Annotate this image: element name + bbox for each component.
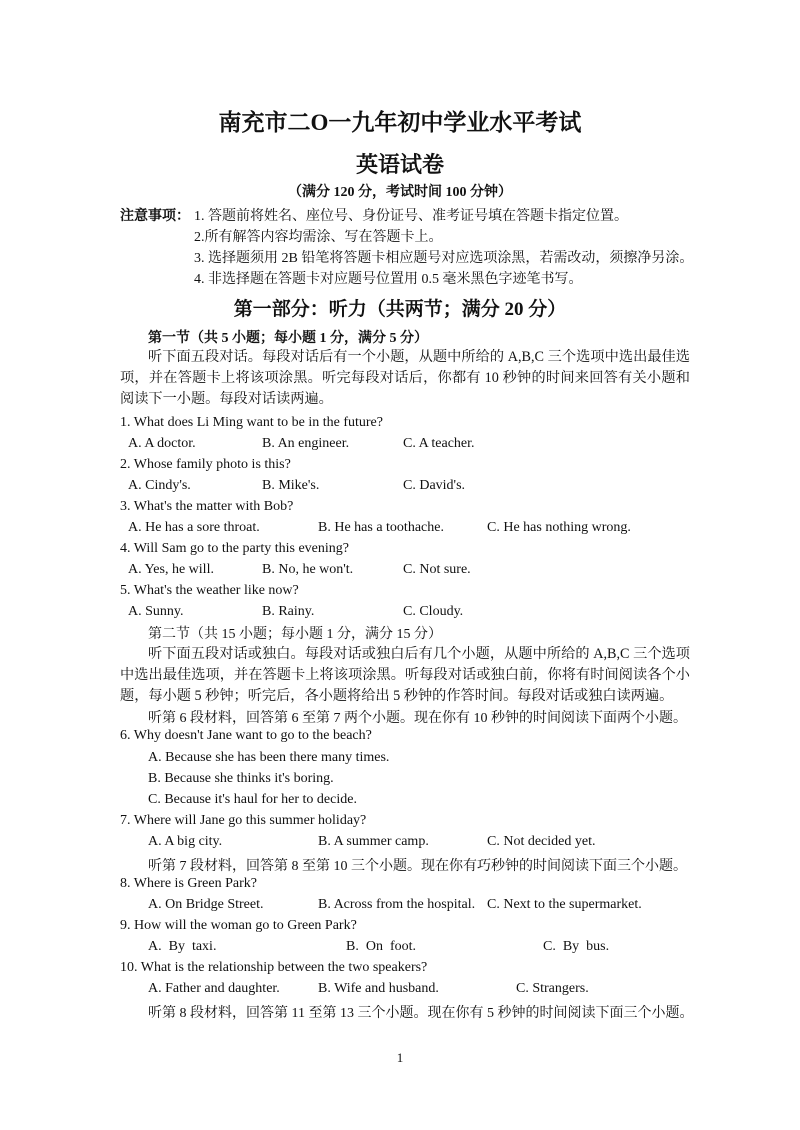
- exam-subtitle: 英语试卷: [355, 152, 444, 177]
- question-8: 8. Where is Green Park?: [120, 876, 257, 891]
- option-b: B. Mike's.: [262, 478, 320, 493]
- notice-item-1: 1. 答题前将姓名、座位号、身份证号、准考证号填在答题卡指定位置。: [194, 209, 628, 224]
- question-9: 9. How will the woman go to Green Park?: [120, 918, 357, 933]
- section-title: 第一节（共 5 小题；每小题 1 分，满分 5 分）: [148, 331, 428, 346]
- section-title: 第二节（共 15 小题；每小题 1 分，满分 15 分）: [148, 627, 442, 642]
- notice-item-2: 2.所有解答内容均需涂、写在答题卡上。: [194, 230, 443, 245]
- question-5: 5. What's the weather like now?: [120, 583, 299, 598]
- notice-label: 注意事项：: [120, 209, 190, 224]
- material-lead: 听第 6 段材料，回答第 6 至第 7 两个小题。现在你有 10 秒钟的时间阅读下面两个小题。: [148, 711, 687, 726]
- option-c: C. David's.: [403, 478, 466, 493]
- option-c: C. Strangers.: [516, 981, 589, 996]
- section-instructions: 听下面五段对话或独白。每段对话或独白后有几个小题，从题中所给的 A,B,C 三个选项中选出最佳选项，并在答题卡上将该项涂黑。听每段对话或独白前，你将有时间阅读各个小题，每小题 5 秒钟；听完后，各小题将给出 5 秒钟的作答时间。每段对话或独白读两遍。: [120, 646, 690, 704]
- option-b: B. An engineer.: [262, 436, 350, 451]
- option-a: A. Because she has been there many times.: [148, 750, 390, 765]
- exam-title: 南充市二O一九年初中学业水平考试: [218, 110, 582, 135]
- option-a: A. A doctor.: [128, 436, 196, 451]
- question-7: 7. Where will Jane go this summer holiday?: [120, 813, 367, 828]
- option-b: B. Wife and husband.: [318, 981, 439, 996]
- option-b: B. Across from the hospital.: [318, 897, 476, 912]
- page-number: 1: [396, 1050, 404, 1065]
- option-b: B. On foot.: [346, 939, 416, 954]
- notice-item-4: 4. 非选择题在答题卡对应题号位置用 0.5 毫米黑色字迹笔书写。: [194, 272, 583, 287]
- option-b: B. Rainy.: [262, 604, 315, 619]
- option-b: B. No, he won't.: [262, 562, 354, 577]
- option-a: A. By taxi.: [148, 939, 217, 954]
- option-c: C. A teacher.: [403, 436, 475, 451]
- option-c: C. Next to the supermarket.: [487, 897, 642, 912]
- section-instructions: 听下面五段对话。每段对话后有一个小题，从题中所给的 A,B,C 三个选项中选出最佳选项，并在答题卡上将该项涂黑。听完每段对话后，你都有 10 秒钟的时间来回答有关小题和阅读下一小题。每段对话读两遍。: [120, 349, 690, 407]
- question-10: 10. What is the relationship between the two speakers?: [120, 960, 428, 975]
- question-1: 1. What does Li Ming want to be in the future?: [120, 415, 383, 430]
- option-a: A. Cindy's.: [128, 478, 191, 493]
- exam-info: （满分 120 分，考试时间 100 分钟）: [288, 185, 512, 200]
- option-b: B. He has a toothache.: [318, 520, 444, 535]
- material-lead: 听第 8 段材料，回答第 11 至第 13 三个小题。现在你有 5 秒钟的时间阅读下面三个小题。: [148, 1006, 694, 1021]
- option-a: A. Yes, he will.: [128, 562, 214, 577]
- option-a: A. Father and daughter.: [148, 981, 280, 996]
- option-c: C. Not sure.: [403, 562, 471, 577]
- question-6: 6. Why doesn't Jane want to go to the beach?: [120, 728, 372, 743]
- option-a: A. He has a sore throat.: [128, 520, 260, 535]
- option-c: C. He has nothing wrong.: [487, 520, 631, 535]
- option-b: B. Because she thinks it's boring.: [148, 771, 334, 786]
- notice-item-3: 3. 选择题须用 2B 铅笔将答题卡相应题号对应选项涂黑，若需改动，须擦净另涂。: [194, 251, 694, 266]
- option-a: A. On Bridge Street.: [148, 897, 264, 912]
- option-c: C. Not decided yet.: [487, 834, 596, 849]
- option-c: C. By bus.: [543, 939, 610, 954]
- option-b: B. A summer camp.: [318, 834, 429, 849]
- material-lead: 听第 7 段材料，回答第 8 至第 10 三个小题。现在你有巧秒钟的时间阅读下面三个小题。: [148, 859, 687, 874]
- question-2: 2. Whose family photo is this?: [120, 457, 291, 472]
- option-c: C. Because it's haul for her to decide.: [148, 792, 357, 807]
- question-4: 4. Will Sam go to the party this evening?: [120, 541, 349, 556]
- option-a: A. A big city.: [148, 834, 223, 849]
- part-title: 第一部分：听力（共两节；满分 20 分）: [233, 299, 567, 320]
- option-c: C. Cloudy.: [403, 604, 464, 619]
- option-a: A. Sunny.: [128, 604, 184, 619]
- question-3: 3. What's the matter with Bob?: [120, 499, 294, 514]
